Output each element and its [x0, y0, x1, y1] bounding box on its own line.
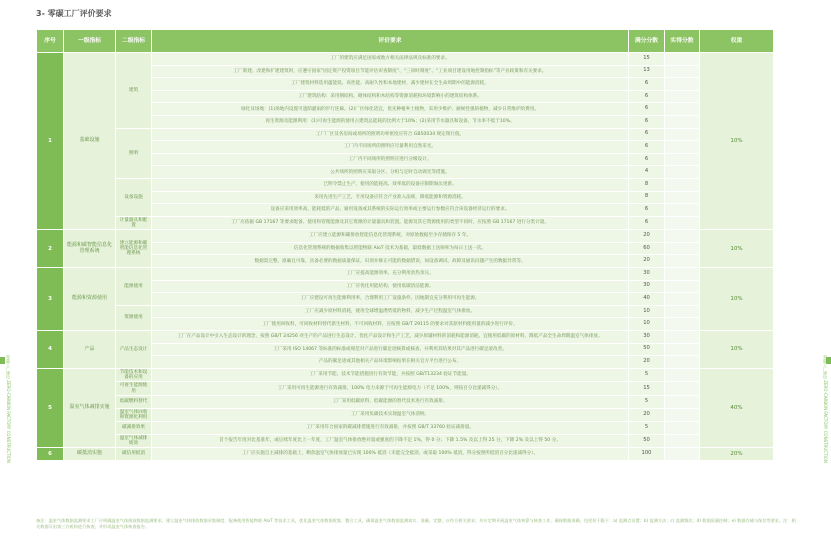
evaluation-table: [36, 29, 774, 461]
level1-indicator: 能源和碳智能信息化管理系统: [64, 230, 116, 268]
left-side-label: 零碳工厂建设 ZERO-CARBON FACTORY CONSTRUCTION: [6, 355, 11, 463]
full-score-cell: 20: [629, 356, 665, 369]
requirement-cell: 首个报告年度对比基准年，或后续年度比上一年度，工厂温室气体排放绝对量或强度的下降不足 1%，得 0 分；下降 1.5% 及以上得 25 分，下降 2% 及以上得 50 分。: [152, 434, 629, 448]
row-seq: 6: [37, 448, 64, 461]
actual-score-cell: [665, 280, 700, 293]
full-score-cell: 5: [629, 368, 665, 382]
header-full-score: 满分分数: [629, 30, 665, 53]
level2-indicator: 设备设施: [116, 178, 152, 216]
requirement-cell: 工厂应优化用能结构，使用低碳清洁能源。: [152, 280, 629, 293]
actual-score-cell: [665, 356, 700, 369]
table-row: [37, 305, 774, 318]
table-row: [37, 230, 774, 243]
requirement-cell: 工厂应实施自主减排的基础上，剩余温室气体排放量已实现 100% 抵消（未能完全抵消，或采取 100% 抵消，得分按照所抵消百分比递减得分）。: [152, 448, 629, 461]
level1-indicator: 基础设施: [64, 53, 116, 230]
actual-score-cell: [665, 434, 700, 448]
header-seq: 序号: [37, 30, 64, 53]
row-seq: 3: [37, 268, 64, 331]
footnote: 备注：温室气体数据监测要求工厂应明确温室气体排放数据监测要求，建立温室气体排放数据采集制度，配备使用智能物联 AIoT 等技术工具，优化温室气体数据收集、整合工具，确保温室气体数据监测真实、准确、完整，应符合相关要求；并应定期开展温室气体核算与核查工作，确保数据准确，包括但不限于：a) 监测点设置；b) 监测方法；c) 监测频次；d) 数据质量控制；e) 数据存储与保存等要求。注：相关数据可由第三方机构进行核查，并形成温室气体核查报告。: [36, 518, 796, 530]
weight-cell: 10%: [700, 53, 774, 230]
table-body: [37, 53, 774, 461]
full-score-cell: 50: [629, 343, 665, 356]
actual-score-cell: [665, 242, 700, 255]
actual-score-cell: [665, 166, 700, 179]
evaluation-table-container: [36, 29, 773, 461]
level2-indicator: 能源使用: [116, 268, 152, 306]
requirement-cell: 工厂厂区及各房间或场所的照明功率密度应符合 GB50034 规定现行值。: [152, 128, 629, 141]
full-score-cell: 15: [629, 53, 665, 66]
actual-score-cell: [665, 191, 700, 204]
requirement-cell: 工厂使用回收料，可回收材料替代新生材料，不可回收材料，应按照 GB/T 29115 的要求对其原材料使用量的减少进行评价。: [152, 318, 629, 331]
actual-score-cell: [665, 422, 700, 435]
table-row: [37, 408, 774, 422]
actual-score-cell: [665, 305, 700, 318]
section-title: 3- 零碳工厂评价要求: [36, 9, 112, 18]
row-seq: 4: [37, 331, 64, 369]
requirement-cell: 工厂建筑结构：采用钢结构、砌体结构和木结构等资源消耗和环境影响小的建筑结构体系。: [152, 90, 629, 103]
requirement-cell: 工厂应减少原材料消耗，使用全球增温潜势低的物料，减少生产过程温室气体排放。: [152, 305, 629, 318]
table-row: [37, 422, 774, 435]
requirement-cell: 工厂采用节能、技术节能措施进行有效节能，并按照 GB/T13234 验证节能量。: [152, 368, 629, 382]
actual-score-cell: [665, 216, 700, 230]
row-seq: 2: [37, 230, 64, 268]
level2-indicator: 照明: [116, 128, 152, 178]
full-score-cell: 8: [629, 178, 665, 191]
actual-score-cell: [665, 115, 700, 128]
full-score-cell: 6: [629, 216, 665, 230]
level2-indicator: 建筑: [116, 53, 152, 129]
full-score-cell: 4: [629, 166, 665, 179]
requirement-cell: 产品的碳足迹或其他相关产品环境影响结果在相关官方平台进行公布。: [152, 356, 629, 369]
level2-indicator: 计量器具和配置: [116, 216, 152, 230]
table-row: [37, 178, 774, 191]
level2-indicator: 节能技术和设备的应用: [116, 368, 152, 382]
actual-score-cell: [665, 53, 700, 66]
requirement-cell: 再生资源及能源利用：(1)可再生能源的使用占建筑总能耗的比例大于10%；(2)采用节水器具和设备，节水率不低于10%。: [152, 115, 629, 128]
requirement-cell: 工厂内不同场所的照明应进行分级设计。: [152, 153, 629, 166]
full-score-cell: 13: [629, 65, 665, 78]
full-score-cell: 6: [629, 115, 665, 128]
requirement-cell: 工厂应建立能源和碳排放智能信息化管理系统，对原始数据至少存储保存 5 年。: [152, 230, 629, 243]
table-row: [37, 331, 774, 344]
level2-indicator: 碳减排效果: [116, 422, 152, 435]
level2-indicator: 可再生能源使用: [116, 382, 152, 396]
table-row: [37, 53, 774, 66]
actual-score-cell: [665, 343, 700, 356]
actual-score-cell: [665, 90, 700, 103]
level1-indicator: 产品: [64, 331, 116, 369]
full-score-cell: 6: [629, 153, 665, 166]
full-score-cell: 6: [629, 128, 665, 141]
requirement-cell: 绿化及场地：(1)场地内设置可遮荫避雨的步行连廊。(2)厂区绿化适宜，优先种植乡土植物，采用少维护、耐候性强的植物，减少日常维护的费用。: [152, 103, 629, 116]
actual-score-cell: [665, 204, 700, 217]
full-score-cell: 6: [629, 141, 665, 154]
actual-score-cell: [665, 408, 700, 422]
header-level1: 一级指标: [64, 30, 116, 53]
actual-score-cell: [665, 448, 700, 461]
full-score-cell: 60: [629, 242, 665, 255]
full-score-cell: 20: [629, 230, 665, 243]
weight-cell: 10%: [700, 230, 774, 268]
actual-score-cell: [665, 178, 700, 191]
requirement-cell: 公共场所的照明应采取分区、分组与定时自动调光等措施。: [152, 166, 629, 179]
table-row: [37, 448, 774, 461]
level2-indicator: 温室气体减排绩效: [116, 434, 152, 448]
table-row: [37, 434, 774, 448]
full-score-cell: 40: [629, 293, 665, 306]
header-weight: 权重: [700, 30, 774, 53]
table-row: [37, 395, 774, 408]
weight-cell: 20%: [700, 448, 774, 461]
table-row: [37, 216, 774, 230]
full-score-cell: 15: [629, 382, 665, 396]
actual-score-cell: [665, 382, 700, 396]
header-level2: 二级指标: [116, 30, 152, 53]
actual-score-cell: [665, 331, 700, 344]
weight-cell: 40%: [700, 368, 774, 447]
full-score-cell: 10: [629, 305, 665, 318]
requirement-cell: 数据需完整、准确且可靠，具备必要的数据质量保证，识别并修正可能的数据错误，如设备调试、故障及通讯问题产生的数据异常等。: [152, 255, 629, 268]
level2-indicator: 低碳燃料替代: [116, 395, 152, 408]
actual-score-cell: [665, 293, 700, 306]
actual-score-cell: [665, 103, 700, 116]
full-score-cell: 30: [629, 280, 665, 293]
requirement-cell: 工厂应提高能源效率，充分利用余热余压。: [152, 268, 629, 281]
requirement-cell: 已明令禁止生产、使用的能耗高、效率低的设备应限期淘汰更新。: [152, 178, 629, 191]
table-header-row: [37, 30, 774, 53]
level2-indicator: 碳信用抵消: [116, 448, 152, 461]
actual-score-cell: [665, 153, 700, 166]
actual-score-cell: [665, 318, 700, 331]
actual-score-cell: [665, 395, 700, 408]
full-score-cell: 20: [629, 408, 665, 422]
level1-indicator: 能源和资源使用: [64, 268, 116, 331]
row-seq: 1: [37, 53, 64, 230]
requirement-cell: 工厂采用可再生能源进行有效减排，100% 电力来源于可再生能源电力（不足 100%，则按百分比递减得分）。: [152, 382, 629, 396]
table-row: [37, 382, 774, 396]
full-score-cell: 10: [629, 318, 665, 331]
full-score-cell: 20: [629, 255, 665, 268]
full-score-cell: 6: [629, 103, 665, 116]
requirement-cell: 工厂的建筑应满足国家或地方相关法律法规及标准的要求。: [152, 53, 629, 66]
right-side-label: 零碳工厂建设 ZERO-CARBON FACTORY CONSTRUCTION: [823, 355, 828, 463]
requirement-cell: 工厂应建设可再生能源利用率，合理利用工厂设施条件，因地制宜充分利用可再生能源。: [152, 293, 629, 306]
row-seq: 5: [37, 368, 64, 447]
full-score-cell: 8: [629, 191, 665, 204]
full-score-cell: 5: [629, 422, 665, 435]
requirement-cell: 工厂新建、改建和扩建建筑时，应遵守国家“固定资产投资项目节能评估审查制度”、“三同时制度”、“工业项目建设用地控制指标”等产业政策和有关要求。: [152, 65, 629, 78]
requirement-cell: 工厂建筑材料选用蕴能低、高性能、高耐久性和本地建材，减少建材在全生命周期中的能源消耗。: [152, 78, 629, 91]
table-row: [37, 128, 774, 141]
requirement-cell: 采用先进生产工艺，专用设备应符合产业准入法规，降低能源和资源消耗。: [152, 191, 629, 204]
level2-indicator: 资源使用: [116, 305, 152, 330]
requirement-cell: 工厂采用低碳原料、低碳能源的替代技术进行有效减排。: [152, 395, 629, 408]
full-score-cell: 50: [629, 434, 665, 448]
full-score-cell: 30: [629, 331, 665, 344]
actual-score-cell: [665, 78, 700, 91]
table-row: [37, 368, 774, 382]
requirement-cell: 设备应采用效率高、能耗低的产品，通用设备或其系统的实际运行效率或主要运行参数应符合该设备经济运行的要求。: [152, 204, 629, 217]
full-score-cell: 6: [629, 204, 665, 217]
weight-cell: 10%: [700, 268, 774, 331]
header-actual-score: 实得分数: [665, 30, 700, 53]
level2-indicator: 产品生态设计: [116, 331, 152, 369]
full-score-cell: 5: [629, 395, 665, 408]
requirement-cell: 工厂采用符合国家的碳减排措施进行有效减排，并按照 GB/T 33760 验证减排量。: [152, 422, 629, 435]
actual-score-cell: [665, 255, 700, 268]
requirement-cell: 工厂应依据 GB 17167 等要求配备、使用和管理能源及其它资源的计量器具和装置。能源及其它资源使用的类型不同时，应按照 GB 17167 进行分类计量。: [152, 216, 629, 230]
full-score-cell: 100: [629, 448, 665, 461]
actual-score-cell: [665, 128, 700, 141]
actual-score-cell: [665, 268, 700, 281]
header-requirement: 评价要求: [152, 30, 629, 53]
weight-cell: 10%: [700, 331, 774, 369]
requirement-cell: 工厂采用 ISO 14067 等标准的标准或规范对产品进行碳足迹核算或核查，并利用其结果对其产品进行碳足迹改善。: [152, 343, 629, 356]
level2-indicator: 温室气体回收和资源化利用: [116, 408, 152, 422]
table-row: [37, 268, 774, 281]
actual-score-cell: [665, 368, 700, 382]
level2-indicator: 建立能源和碳智能信息化管理系统: [116, 230, 152, 268]
requirement-cell: 工厂在产品设计中引入生态设计的理念，按照 GB/T 24256 对生产的产品进行生态设计，优化产品设计和生产工艺，减少原辅材料的消耗和能源消耗。宜使用低碳的原材料，降低产品全生命周期温室气体排放。: [152, 331, 629, 344]
level1-indicator: 温室气体减排实施: [64, 368, 116, 447]
full-score-cell: 6: [629, 78, 665, 91]
level1-indicator: 碳抵消实施: [64, 448, 116, 461]
actual-score-cell: [665, 230, 700, 243]
actual-score-cell: [665, 141, 700, 154]
full-score-cell: 30: [629, 268, 665, 281]
full-score-cell: 6: [629, 90, 665, 103]
requirement-cell: 信息化管理系统的数据收集以智能物联 AIoT 技术为基础，最低数据上送频率为每日上送一次。: [152, 242, 629, 255]
actual-score-cell: [665, 65, 700, 78]
requirement-cell: 工厂采用负碳技术实现温室气体消纳。: [152, 408, 629, 422]
requirement-cell: 工厂内不同场所的照明应尽量利用自然采光。: [152, 141, 629, 154]
